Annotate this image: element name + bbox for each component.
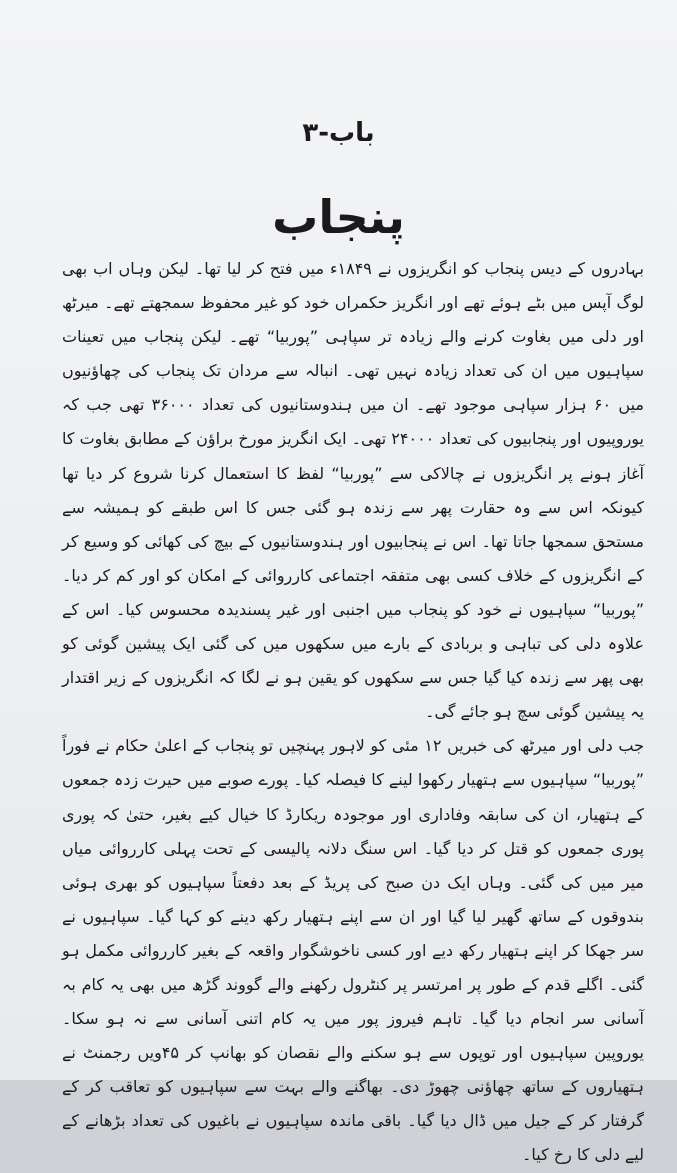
body-text xyxy=(62,252,645,1165)
chapter-title: پنجاب xyxy=(272,190,405,244)
paragraph-2: جب دلی اور میرٹھ کی خبریں ۱۲ مئی کو لاہور پہنچیں تو پنجاب کے اعلیٰ حکام نے فوراً ”پوربیا“ سپاہیوں سے ہتھیار رکھوا لینے کا فیصلہ کیا۔ پورے صوبے میں حیرت زدہ جمعوں کے ہتھیار، ان کی سابقہ وفاداری اور موجودہ ریکارڈ کا خیال کیے بغیر، حتیٰ کہ پوری پوری جمعوں کو قتل کر دیا گیا۔ اس سنگ دلانہ پالیسی کے تحت پہلی کارروائی میاں میر میں کی گئی۔ وہاں ایک دن صبح کی پریڈ کے بعد دفعتاً سپاہیوں کو بھری ہوئی بندوقوں کے ساتھ گھیر لیا گیا اور ان سے اپنے ہتھیار رکھ دینے کو کہا گیا۔ سپاہیوں نے سر جھکا کر اپنے ہتھیار رکھ دیے اور کسی ناخوشگوار واقعہ کے بغیر کارروائی مکمل ہو گئی۔ اگلے قدم کے طور پر امرتسر پر کنٹرول رکھنے والے گووند گڑھ میں بھی یہ کام بہ آسانی سر انجام دیا گیا۔ تاہم فیروز پور میں یہ کام اتنی آسانی سے نہ ہو سکا۔ یوروپین سپاہیوں اور توپوں سے ہو سکنے والے نقصان کو بھانپ کر ۴۵ویں رجمنٹ نے ہتھیاروں کے ساتھ چھاؤنی چھوڑ دی۔ بھاگنے والے بہت سے سپاہیوں کو تعاقب کر کے گرفتار کر کے جیل میں ڈال دیا گیا۔ باقی ماندہ سپاہیوں نے باغیوں کی تعداد بڑھانے کے لیے دلی کا رخ کیا۔ xyxy=(62,736,644,1165)
chapter-heading: باب-۳ xyxy=(302,118,375,148)
paragraph-1: بہادروں کے دیس پنجاب کو انگریزوں نے ۱۸۴۹ء میں فتح کر لیا تھا۔ لیکن وہاں اب بھی لوگ آپس میں بٹے ہوئے تھے اور انگریز حکمراں خود کو غیر محفوظ سمجھتے تھے۔ میرٹھ اور دلی میں بغاوت کرنے والے زیادہ تر سپاہی ”پوربیا“ تھے۔ لیکن پنجاب میں تعینات سپاہیوں میں ان کی تعداد زیادہ نہیں تھی۔ انبالہ سے مردان تک پنجاب کی چھاؤنیوں میں ۶۰ ہزار سپاہی موجود تھے۔ ان میں ہندوستانیوں کی تعداد ۳۶۰۰۰ تھی جب کہ یوروپیوں اور پنجابیوں کی تعداد ۲۴۰۰۰ تھی۔ ایک انگریز مورخ براؤن کے مطابق بغاوت کا آغاز ہونے پر انگریزوں نے چالاکی سے ”پوربیا“ لفظ کا استعمال کرنا شروع کر دیا تھا کیونکہ اس سے وہ حقارت پھر سے زندہ ہو گئی جس کا اس طبقے کو ہمیشہ سے مستحق سمجھا جاتا تھا۔ اس نے پنجابیوں اور ہندوستانیوں کے بیچ کی کھائی کو وسیع کر کے انگریزوں کے خلاف کسی بھی متفقہ اجتماعی کارروائی کے امکان کو اور کم کر دیا۔ ”پوربیا“ سپاہیوں نے خود کو پنجاب میں اجنبی اور غیر پسندیدہ محسوس کیا۔ اس کے علاوہ دلی کی تباہی و بربادی کے بارے میں سکھوں میں کی گئی ایک پیشین گوئی کو بھی پھر سے زندہ کیا گیا جس سے سکھوں کو یقین ہو نے لگا کہ انگریزوں کے زیر اقتدار یہ پیشین گوئی سچ ہو جائے گی۔ xyxy=(62,259,645,722)
bleed-through-shadow xyxy=(40,18,640,39)
